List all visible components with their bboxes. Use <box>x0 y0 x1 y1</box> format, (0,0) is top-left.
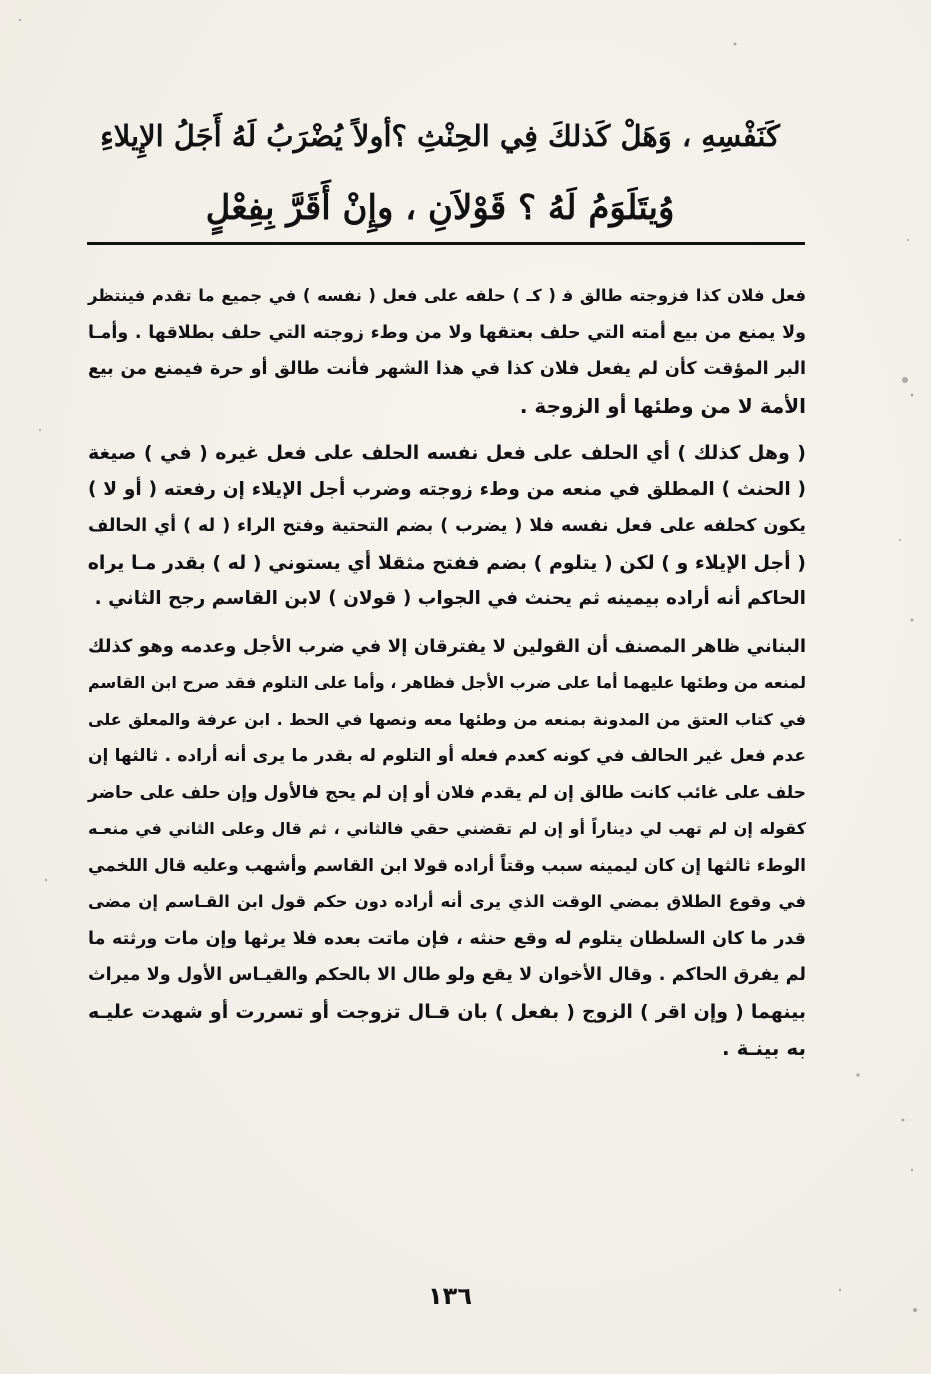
text-line: البناني ظاهر المصنف أن القولين لا يفترقان إلا في ضرب الأجل وعدمه وهو كذلك <box>88 635 806 657</box>
text-line: ولا يمنع من بيع أمته التي حلف بعتقها ولا من وطء زوجته التي حلف بطلاقها . وأمـا <box>88 322 806 343</box>
text-line: قدر ما كان السلطان يتلوم له وقع حنثه ، فإن ماتت بعده فلا يرثها وإن مات ورثته ما <box>88 928 806 949</box>
matn-text-block <box>100 100 780 244</box>
text-line: الحاكم أنه أراده بيمينه ثم يحنث في الجواب ( قولان ) لابن القاسم رجح الثاني . <box>94 588 806 609</box>
separator-rule <box>87 242 805 245</box>
text-line: كقوله إن لم تهب لي ديناراً أو إن لم تقضني حقي فالثاني ، ثم قال وعلى الثاني في منعـه <box>88 819 806 838</box>
text-line: عدم فعل غير الحالف في كونه كعدم فعله أو التلوم له بقدر ما يرى أنه أراده . ثالثها إن <box>88 746 806 766</box>
text-line: الوطء ثالثها إن كان ليمينه سبب وقتاً أراده قولا ابن القاسم وأشهب وعليه قال اللخمي <box>88 855 806 876</box>
text-line: فعل فلان كذا فزوجته طالق ﻓ ( كـ ) حلفه على فعل ( نفسه ) في جميع ما تقدم فينتظر <box>88 286 806 305</box>
text-line: في وقوع الطلاق بمضي الوقت الذي يرى أنه أراده دون حكم قول ابن القـاسم إن مضى <box>88 892 806 911</box>
text-line: ( أجل الإيلاء و ) لكن ( يتلوم ) بضم ففتح مثقلا أي يستوني ( له ) بقدر مـا يراه <box>87 551 806 574</box>
matn-line: كَنَفْسِهِ ، وَهَلْ كَذلكَ فِي الحِنْثِ ؟أولاً يُضْرَبُ لَهُ أَجَلُ الإِيلاءِ <box>100 119 780 153</box>
text-line: يكون كحلفه على فعل نفسه فلا ( يضرب ) بضم التحتية وفتح الراء ( له ) أي الحالف <box>88 516 806 536</box>
commentary-text-block <box>88 278 806 1078</box>
text-line: حلف على غائب كانت طالق إن لم يقدم فلان أو إن لم يحج فالأول وإن حلف على حاضر <box>88 782 806 803</box>
text-line: في كتاب العتق من المدونة بمنعه من وطئها معه ونصها في الحط . ابن عرفة والمعلق على <box>88 709 806 729</box>
commentary-paragraph <box>88 278 806 424</box>
text-line: ( وهل كذلك ) أي الحلف على فعل نفسه الحلف على فعل غيره ( في ) صيغة <box>88 442 806 464</box>
text-line: لم يفرق الحاكم . وقال الأخوان لا يقع ولو طال الا بالحكم والقيـاس الأول ولا ميراث <box>88 965 806 985</box>
commentary-paragraph <box>88 435 806 618</box>
text-line: به بينـة . <box>722 1036 806 1060</box>
text-line: لمنعه من وطئها عليهما أما على ضرب الأجل فظاهر ، وأما على التلوم فقد صرح ابن القاسم <box>88 673 806 692</box>
page-number: ١٣٦ <box>428 1282 472 1310</box>
text-line: ( الحنث ) المطلق في منعه من وطء زوجته وضرب أجل الإيلاء إن رفعته ( أو لا ) <box>88 478 806 500</box>
matn-line: وُيتَلَوَمُ لَهُ ؟ قَوْلاَنِ ، وإِنْ أَقَرَّ بِفِعْلٍ <box>205 188 675 228</box>
commentary-paragraph <box>88 629 806 1067</box>
text-line: الأمة لا من وطئها أو الزوجة . <box>519 393 806 418</box>
text-line: البر المؤقت كأن لم يفعل فلان كذا في هذا الشهر فأنت طالق أو حرة فيمنع من بيع <box>88 359 806 379</box>
text-line: بينهما ( وإن اقر ) الزوج ( بفعل ) بان قـال تزوجت أو تسررت أو شهدت عليـه <box>88 1000 806 1023</box>
